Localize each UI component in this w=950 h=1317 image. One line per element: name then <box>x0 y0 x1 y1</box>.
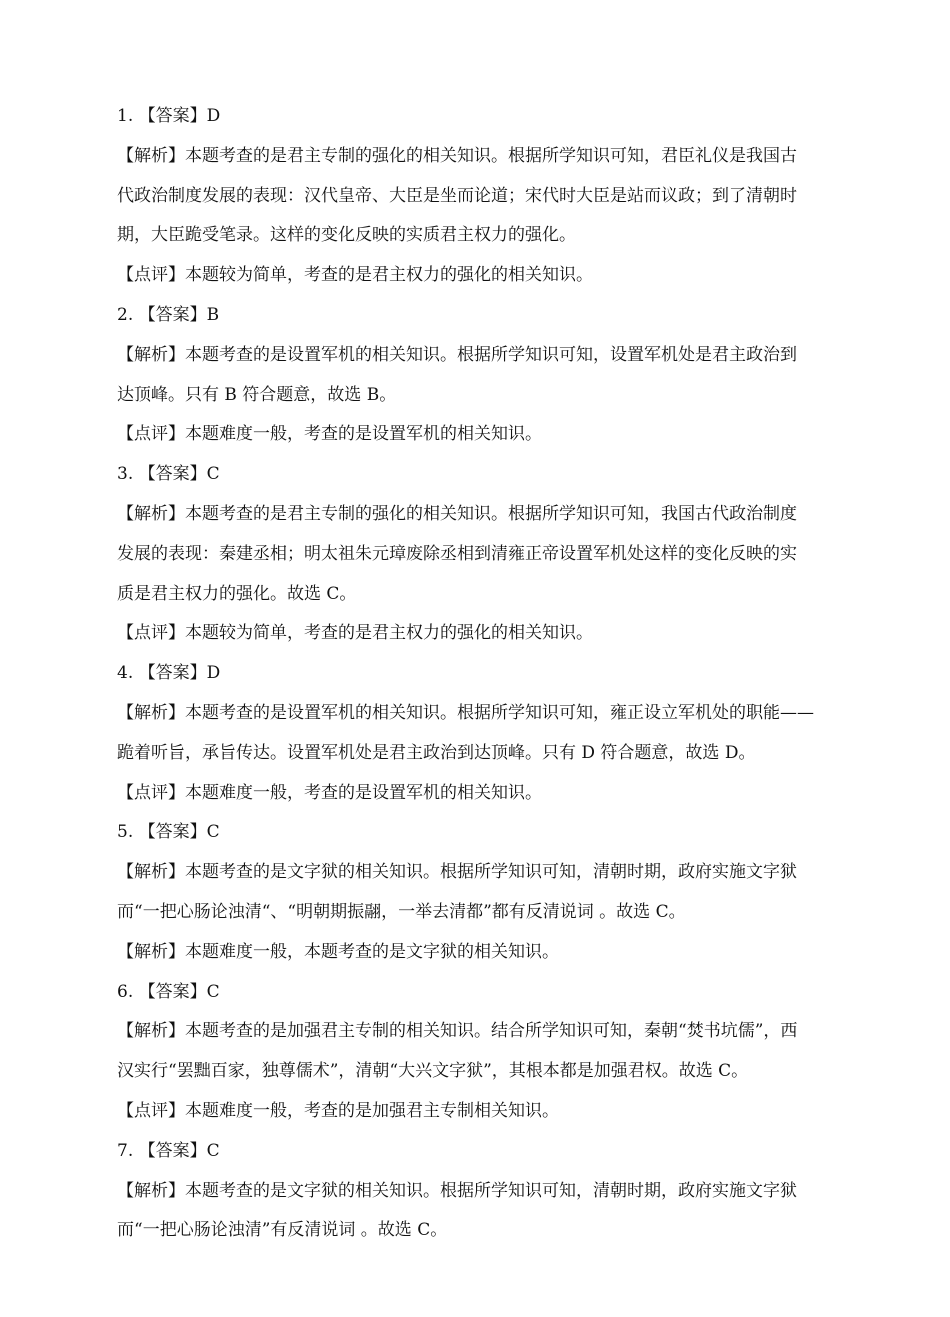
comment-text-1: 【点评】本题较为简单，考查的是君主权力的强化的相关知识。 <box>117 265 593 286</box>
answer-heading-7: 7. 【答案】C <box>117 1140 220 1161</box>
answer-heading-5: 5. 【答案】C <box>117 822 220 843</box>
analysis-text-4: 【解析】本题考查的是设置军机的相关知识。根据所学知识可知，雍正设立军机处的职能—— <box>117 702 814 723</box>
document-body <box>117 103 837 1243</box>
answer-heading-4: 4. 【答案】D <box>117 663 221 684</box>
analysis-text-1-cont: 代政治制度发展的表现：汉代皇帝、大臣是坐而论道；宋代时大臣是站而议政；到了清朝时 <box>117 185 797 206</box>
analysis-text-4-cont: 跪着听旨，承旨传达。设置军机处是君主政治到达顶峰。只有 D 符合题意，故选 D。 <box>117 742 756 763</box>
comment-text-2: 【点评】本题难度一般，考查的是设置军机的相关知识。 <box>117 424 542 445</box>
analysis-text-2: 【解析】本题考查的是设置军机的相关知识。根据所学知识可知，设置军机处是君主政治到 <box>117 344 797 365</box>
comment-text-3: 【点评】本题较为简单，考查的是君主权力的强化的相关知识。 <box>117 623 593 644</box>
analysis-text-6: 【解析】本题考查的是加强君主专制的相关知识。结合所学知识可知，秦朝“焚书坑儒”，西 <box>117 1021 798 1042</box>
analysis-text-1: 【解析】本题考查的是君主专制的强化的相关知识。根据所学知识可知，君臣礼仪是我国古 <box>117 145 797 166</box>
answer-heading-6: 6. 【答案】C <box>117 981 220 1002</box>
comment-text-5: 【解析】本题难度一般，本题考查的是文字狱的相关知识。 <box>117 941 559 962</box>
analysis-text-2-cont: 达顶峰。只有 B 符合题意，故选 B。 <box>117 384 397 405</box>
analysis-text-7-cont: 而“一把心肠论浊清”有反清说词 。故选 C。 <box>117 1220 448 1241</box>
analysis-text-1-cont: 期，大臣跪受笔录。这样的变化反映的实质君主权力的强化。 <box>117 225 576 246</box>
analysis-text-3-cont: 质是君主权力的强化。故选 C。 <box>117 583 357 604</box>
answer-heading-1: 1. 【答案】D <box>117 106 221 126</box>
comment-text-6: 【点评】本题难度一般，考查的是加强君主专制相关知识。 <box>117 1100 559 1121</box>
analysis-text-5-cont: 而“一把心肠论浊清“、“明朝期振翮，一举去清都”都有反清说词 。故选 C。 <box>117 901 686 922</box>
analysis-text-6-cont: 汉实行“罢黜百家，独尊儒术”，清朝“大兴文字狱”，其根本都是加强君权。故选 C。 <box>117 1061 749 1082</box>
analysis-text-3-cont: 发展的表现：秦建丞相；明太祖朱元璋废除丞相到清雍正帝设置军机处这样的变化反映的实 <box>117 543 797 564</box>
analysis-text-7: 【解析】本题考查的是文字狱的相关知识。根据所学知识可知，清朝时期，政府实施文字狱 <box>117 1180 797 1201</box>
answer-heading-2: 2. 【答案】B <box>117 304 220 325</box>
analysis-text-5: 【解析】本题考查的是文字狱的相关知识。根据所学知识可知，清朝时期，政府实施文字狱 <box>117 862 797 883</box>
answer-heading-3: 3. 【答案】C <box>117 464 220 485</box>
comment-text-4: 【点评】本题难度一般，考查的是设置军机的相关知识。 <box>117 782 542 803</box>
analysis-text-3: 【解析】本题考查的是君主专制的强化的相关知识。根据所学知识可知，我国古代政治制度 <box>117 503 797 524</box>
